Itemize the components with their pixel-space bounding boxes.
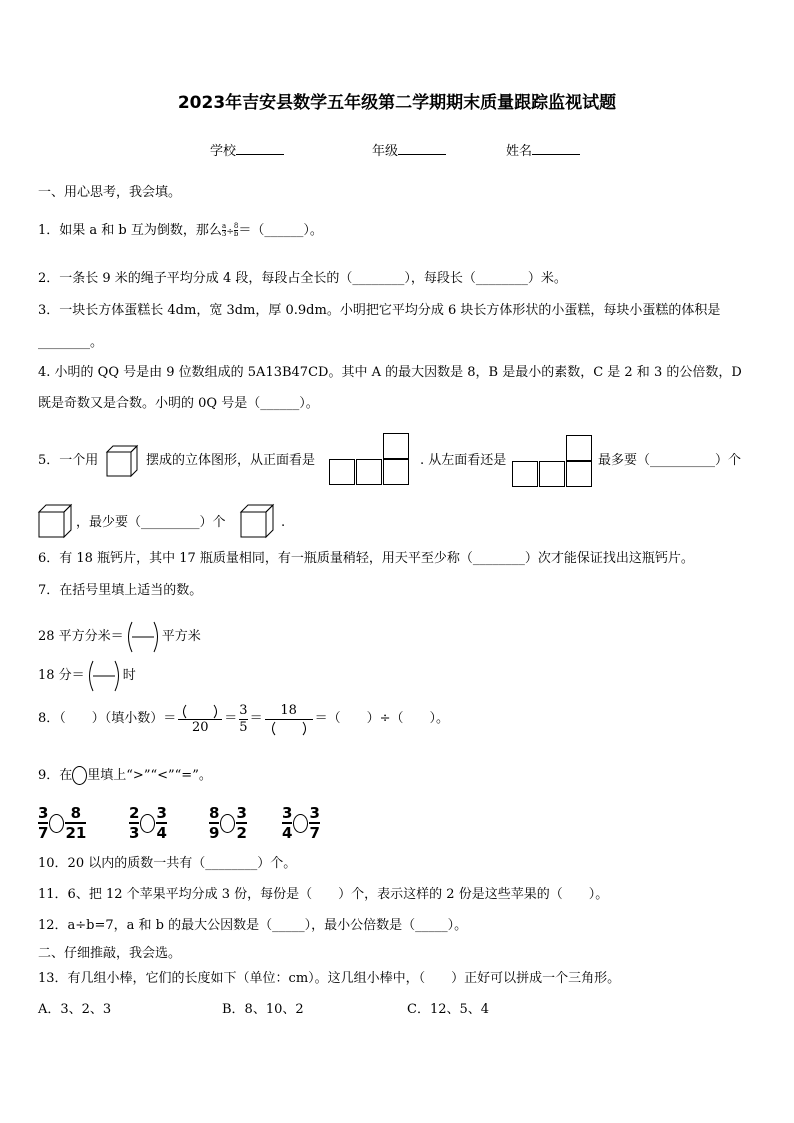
grade-label: 年级 — [372, 144, 399, 159]
q1-frac-a-den: 3 — [221, 230, 227, 238]
cube-icon — [238, 502, 276, 540]
q8-post: ＝（ ）÷（ ）。 — [314, 711, 449, 726]
question-13: 13．有几组小棒，它们的长度如下（单位：cm）。这几组小棒中，（ ）正好可以拼成一个三角形。 — [38, 971, 621, 986]
left-view-cell — [566, 461, 592, 487]
question-3-line-1: 3．一块长方体蛋糕长 4dm，宽 3dm，厚 0.9dm。小明把它平均分成 6 块长方体形状的小蛋糕，每块小蛋糕的体积是 — [38, 303, 721, 318]
question-12: 12．a÷b=7，a 和 b 的最大公因数是（_____），最小公倍数是（_____）。 — [38, 918, 468, 933]
q7-b-post: 时 — [122, 668, 136, 683]
question-4-line-2: 既是奇数又是合数。小明的 0Q 号是（______）。 — [38, 396, 319, 411]
front-view-cell — [329, 459, 355, 485]
q8-frac-2-num: 3 — [239, 702, 248, 718]
q9-pair-3-circle[interactable] — [220, 814, 235, 833]
q7-b-fraction-blank[interactable] — [85, 659, 123, 693]
q9-pair-3-left — [209, 805, 219, 841]
q9-pair-4-circle[interactable] — [293, 814, 308, 833]
q9-comparisons — [38, 805, 342, 841]
question-7: 7．在括号里填上适当的数。 — [38, 583, 203, 598]
q8-eq-2: ＝ — [249, 711, 263, 726]
question-3-line-2: ________。 — [38, 335, 104, 350]
q9-pair-1 — [38, 805, 129, 841]
q9-p2-right-den: 4 — [156, 824, 167, 842]
name-field — [506, 140, 580, 159]
q1-divide: ÷ — [226, 227, 234, 237]
left-view-cell — [539, 461, 565, 487]
cube-icon — [104, 443, 140, 479]
q8-frac-3-blank[interactable] — [265, 720, 313, 736]
q9-p3-right-num: 3 — [236, 804, 247, 822]
q8-pre: 8．（ ）（填小数）＝ — [38, 711, 177, 726]
question-5-b: 摆成的立体图形，从正面看是 — [146, 453, 316, 468]
question-1 — [38, 222, 323, 241]
school-field — [210, 140, 284, 159]
circle-blank-icon — [72, 766, 87, 785]
question-9 — [38, 766, 212, 785]
q9-p4-right-den: 7 — [309, 824, 320, 842]
q9-pair-2-right — [156, 805, 166, 841]
q9-p1-left-num: 3 — [38, 804, 49, 822]
q8-frac-1-blank[interactable] — [178, 703, 222, 719]
question-5-f: . — [281, 515, 286, 530]
q9-pair-3-right — [236, 805, 246, 841]
q8-frac-3-num: 18 — [280, 702, 297, 718]
q1-number: 1． — [38, 223, 60, 238]
q9-p4-left-den: 4 — [282, 824, 293, 842]
school-label: 学校 — [210, 144, 237, 159]
q9-pair-2 — [129, 805, 209, 841]
q8-eq-1: ＝ — [224, 711, 238, 726]
q9-p4-left-num: 3 — [282, 804, 293, 822]
school-blank[interactable] — [236, 142, 284, 155]
q9-pair-4 — [282, 805, 342, 841]
q9-p2-right-num: 3 — [156, 804, 167, 822]
q7-a-fraction-blank[interactable] — [124, 620, 162, 654]
q8-frac-2-den: 5 — [239, 719, 248, 735]
name-blank[interactable] — [532, 142, 580, 155]
q13-option-c[interactable]: C．12、5、4 — [407, 1002, 490, 1017]
question-5-e: ，最少要（_________）个 — [76, 515, 226, 530]
section-one-heading: 一、用心思考，我会填。 — [38, 185, 182, 200]
question-6: 6．有 18 瓶钙片，其中 17 瓶质量相同，有一瓶质量稍轻，用天平至少称（________）次才能保证找出这瓶钙片。 — [38, 551, 694, 566]
q1-frac-b-den: b — [233, 230, 239, 238]
grade-blank[interactable] — [398, 142, 446, 155]
q9-p3-right-den: 2 — [236, 824, 247, 842]
q8-fraction-1 — [178, 703, 222, 736]
q9-pair-2-circle[interactable] — [140, 814, 155, 833]
q13-option-a[interactable]: A．3、2、3 — [38, 1002, 112, 1017]
left-view-cell — [566, 435, 592, 461]
q13-option-b[interactable]: B．8、10、2 — [222, 1002, 304, 1017]
q1-frac-b-num: 8 — [233, 222, 239, 230]
question-7-b — [38, 659, 136, 693]
q9-pair-1-circle[interactable] — [49, 814, 64, 833]
q7-a-post: 平方米 — [161, 629, 201, 644]
q9-p3-left-den: 9 — [209, 824, 220, 842]
name-label: 姓名 — [506, 144, 533, 159]
front-view-cell — [356, 459, 382, 485]
left-view-figure — [512, 435, 594, 489]
question-4-line-1: 4. 小明的 QQ 号是由 9 位数组成的 5A13B47CD。其中 A 的最大因数是 8，B 是最小的素数，C 是 2 和 3 的公倍数，D — [38, 365, 742, 380]
question-8 — [38, 700, 449, 738]
q9-p3-left-num: 8 — [209, 804, 220, 822]
front-view-cell — [383, 459, 409, 485]
q9-pair-1-right — [65, 805, 86, 841]
front-view-cell — [383, 433, 409, 459]
q8-frac-1-den: 20 — [192, 719, 209, 735]
q9-p1-right-den: 21 — [65, 824, 87, 842]
question-5-a: 5．一个用 — [38, 453, 99, 468]
q9-p1-left-den: 7 — [38, 824, 49, 842]
cube-icon — [36, 502, 74, 540]
q8-fraction-3 — [265, 703, 313, 736]
page-title: 2023年吉安县数学五年级第二学期期末质量跟踪监视试题 — [177, 93, 617, 113]
q9-p2-left-num: 2 — [129, 804, 140, 822]
q9-pair-1-left — [38, 805, 48, 841]
q7-b-pre: 18 分＝ — [38, 668, 85, 683]
question-7-a — [38, 620, 201, 654]
question-5-c: . 从左面看还是 — [420, 453, 507, 468]
section-two-heading: 二、仔细推敲，我会选。 — [38, 946, 182, 961]
q1-post: ＝（______）。 — [238, 223, 323, 238]
q9-pair-4-left — [282, 805, 292, 841]
q7-a-pre: 28 平方分米＝ — [38, 629, 124, 644]
question-10: 10．20 以内的质数一共有（________）个。 — [38, 856, 297, 871]
question-11: 11．6、把 12 个苹果平均分成 3 份，每份是（ ）个，表示这样的 2 份是这些苹果的（ ）。 — [38, 887, 609, 902]
q9-pair-3 — [209, 805, 282, 841]
q9-p1-right-num: 8 — [70, 804, 82, 822]
q1-frac-a-num: a — [222, 222, 227, 230]
q9-post: 里填上“>”“<”“=”。 — [87, 767, 212, 783]
q9-p4-right-num: 3 — [309, 804, 320, 822]
q8-fraction-2 — [239, 703, 247, 736]
q9-pair-4-right — [309, 805, 319, 841]
question-2: 2．一条长 9 米的绳子平均分成 4 段，每段占全长的（________），每段长（________）米。 — [38, 271, 567, 286]
grade-field — [372, 140, 446, 159]
front-view-figure — [329, 433, 411, 487]
q9-pair-2-left — [129, 805, 139, 841]
question-5-d: 最多要（__________）个 — [598, 453, 742, 468]
left-view-cell — [512, 461, 538, 487]
q1-pre: 如果 a 和 b 互为倒数，那么 — [59, 223, 222, 238]
q9-p2-left-den: 3 — [129, 824, 140, 842]
q9-pre: 9．在 — [38, 767, 73, 783]
